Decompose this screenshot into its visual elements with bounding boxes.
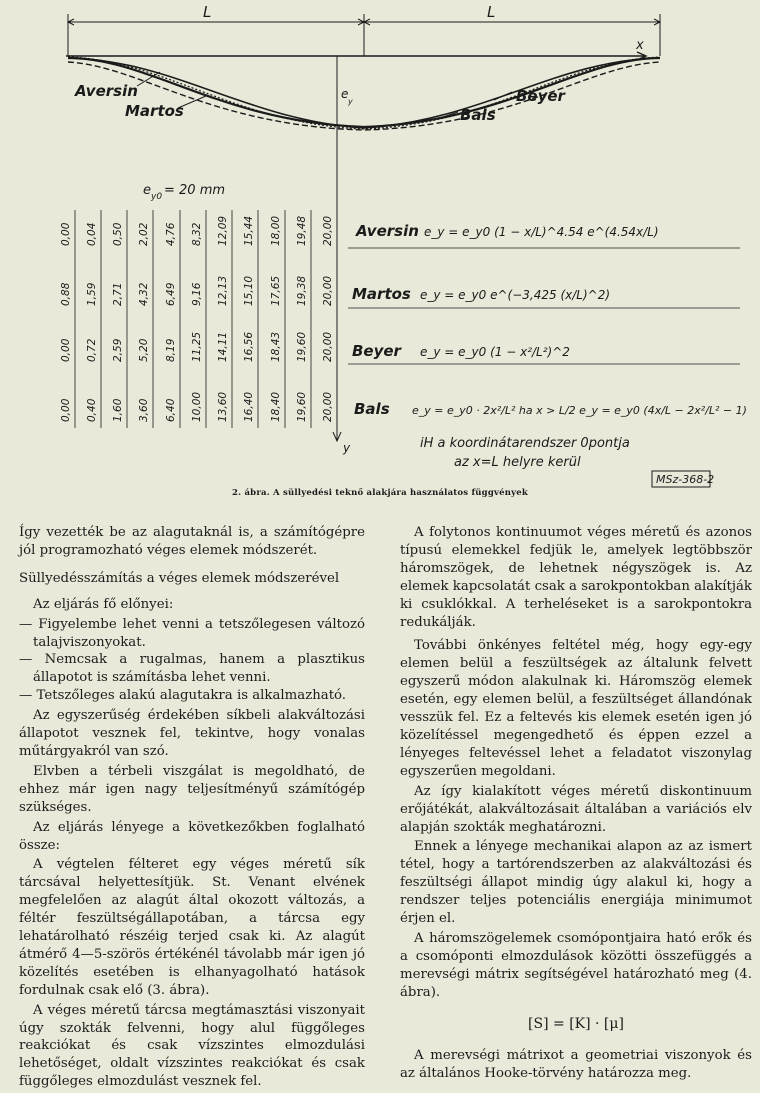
ey-marker [341,87,353,106]
right-paragraph-4: Ennek a lényege mechanikai alapon az az ismert tétel, hogy a tartórendszerben az alakváltozási és feszültségi állapot mindig úgy alakul ki, hogy a rendszer teljes potenciális energiája minimumot érjen el. [400,839,752,927]
formula-beyer: e_y = e_y0 (1 − x²/L²)^2 [420,345,570,359]
list-item: — Tetszőleges alakú alagutakra is alkalmazható. [19,688,347,704]
value-bals-0: 0,00 [60,398,72,422]
value-bals-1: 0,40 [86,398,98,422]
row-name-aversin: Aversin [356,222,419,240]
value-bals-4: 6,40 [165,398,177,422]
value-beyer-8: 18,43 [270,331,282,362]
right-paragraph-1: A folytonos kontinuumot véges méretű és azonos típusú elemekkel fedjük le, amelyek legtöbbször háromszögek, de lehetnek négyszögek is. Az elemek kapcsolatát csak a sarokpontokban alakítják ki csuklókkal. A terheléseket is a sarokpontokra redukálják. [400,525,752,630]
ey0-label [143,183,225,202]
svg-text:Bals: Bals [460,106,496,124]
value-bals-3: 3,60 [138,398,150,422]
formula-bals: e_y = e_y0 · 2x²/L² ha x > L/2 e_y = e_y0 (4x/L − 2x²/L² − 1) [412,404,747,417]
advantages-list [19,616,365,706]
value-beyer-5: 11,25 [191,331,203,362]
value-bals-7: 16,40 [243,391,255,422]
left-paragraph-6: A véges méretű tárcsa megtámasztási viszonyait úgy szokták felvenni, hogy alul függőleges reakciókat és csak vízszintes elmozdulási lehetőséget, oldalt vízszintes reakciókat és csak függőleges elmozdulást vesznek fel. [19,1002,365,1090]
value-martos-10: 20,00 [322,275,334,306]
value-beyer-3: 5,20 [138,338,150,362]
list-item: — Figyelembe lehet venni a tetszőlegesen változó talajviszonyokat. [19,616,365,650]
note-line-2: az x=L helyre kerül [454,455,581,470]
right-paragraph-3: Az így kialakított véges méretű diskontinuum erőjátékát, alakváltozásait általában a variációs elv alapján szokták meghatározni. [400,783,752,835]
value-bals-2: 1,60 [112,398,124,422]
value-bals-5: 10,00 [191,391,203,422]
stiffness-formula: [S] = [K] · [μ] [528,1015,624,1032]
value-bals-8: 18,40 [270,391,282,422]
left-paragraph-1: Így vezették be az alagutaknál is, a számítógépre jól programozható véges elemek módszerét. [19,525,365,558]
curve-label-aversin [74,72,160,100]
svg-text:Beyer: Beyer [516,87,565,105]
value-martos-6: 12,13 [217,275,229,306]
value-beyer-1: 0,72 [86,338,98,362]
value-aversin-2: 0,50 [112,222,124,246]
value-martos-3: 4,32 [138,282,150,306]
value-aversin-8: 18,00 [270,215,282,246]
svg-text:Martos: Martos [125,102,184,120]
value-beyer-9: 19,60 [296,331,308,362]
right-paragraph-5: A háromszögelemek csomópontjaira ható erők és a csomóponti elmozdulások közötti összefüggés a merevségi mátrix segítségével határozható meg (4. ábra). [400,930,752,1000]
svg-text:y0: y0 [151,192,163,202]
value-aversin-7: 15,44 [243,215,255,246]
left-paragraph-5: A végtelen félteret egy véges méretű sík tárcsával helyettesítjük. St. Venant elvének megfelelően az alagút által okozott változás, a féltér feszültségállapotában, a tárcsa egy lehatárolható részéig terjed csak ki. Az alagút átmérő 4—5-szörös értékénél távolabb már igen jó közelítés esetében is elhanyagolható hatások fordulnak csak elő (3. ábra). [19,857,365,998]
value-bals-9: 19,60 [296,391,308,422]
value-beyer-10: 20,00 [322,331,334,362]
svg-text:Aversin: Aversin [75,82,138,100]
value-aversin-10: 20,00 [322,215,334,246]
value-beyer-7: 16,56 [243,331,255,362]
x-axis [66,52,646,60]
value-martos-7: 15,10 [243,275,255,306]
svg-text:MSz-368-2: MSz-368-2 [656,473,715,486]
value-aversin-0: 0,00 [60,222,72,246]
value-martos-1: 1,59 [86,282,98,306]
formula-martos: e_y = e_y0 e^(−3,425 (x/L)^2) [420,288,611,302]
section-heading: Süllyedésszámítás a véges elemek módszerével [19,570,340,586]
value-aversin-3: 2,02 [138,222,150,246]
formula-aversin: e_y = e_y0 (1 − x/L)^4.54 e^(4.54x/L) [424,225,659,239]
value-aversin-6: 12,09 [217,215,229,246]
value-martos-4: 6,49 [165,282,177,306]
dimension-line [68,14,660,56]
value-aversin-1: 0,04 [86,222,98,246]
right-paragraph-2: További önkényes feltétel még, hogy egy-egy elemen belül a feszültségek az általunk felvett egyszerű módon alakulnak ki. Háromszög elemek esetén, egy elemen belül, a feszültséget állandónak vesszük fel. Ez a feltevés kis elemek esetén igen jó közelítéssel megengedhető és éppen ezzel a lényeges feltevéssel lehet a feladatot viszonylag egyszerűen megoldani. [400,638,752,779]
note-line-1: iH a koordinátarendszer 0pontja [420,436,630,451]
value-bals-6: 13,60 [217,391,229,422]
row-name-martos: Martos [352,285,411,303]
value-beyer-2: 2,59 [112,338,124,362]
right-paragraph-6: A merevségi mátrixot a geometriai viszonyok és az általános Hooke-törvény határozza meg. [400,1048,752,1082]
row-name-beyer: Beyer [352,342,401,360]
dimension-label-right: L [487,3,496,21]
y-axis-label: y [343,441,351,455]
left-column [19,524,365,1093]
svg-text:= 20 mm: = 20 mm [164,183,226,198]
value-aversin-9: 19,48 [296,215,308,246]
advantages-intro: Az eljárás fő előnyei: [33,596,174,612]
svg-text:e: e [341,87,349,101]
left-paragraph-4: Az eljárás lényege a következőkben foglalható össze: [19,819,365,853]
value-martos-5: 9,16 [191,282,203,306]
left-paragraph-3: Elvben a térbeli viszgálat is megoldható, de ehhez már igen nagy teljesítményű számítógép szükséges. [19,763,365,815]
standard-stamp [652,471,714,487]
figure-caption: 2. ábra. A süllyedési teknő alakjára használatos függvények [232,488,528,498]
value-beyer-4: 8,19 [165,338,177,362]
value-aversin-4: 4,76 [165,222,177,246]
list-item: — Nemcsak a rugalmas, hanem a plasztikus állapotot is számításba lehet venni. [19,652,365,686]
settlement-trough-figure [0,0,760,505]
svg-text:e: e [143,183,151,198]
value-table [60,210,740,428]
value-martos-8: 17,65 [270,275,282,306]
value-martos-2: 2,71 [112,282,124,306]
value-martos-9: 19,38 [296,275,308,306]
value-aversin-5: 8,32 [191,222,203,246]
svg-text:y: y [348,97,353,106]
value-beyer-0: 0,00 [60,338,72,362]
value-bals-10: 20,00 [322,391,334,422]
value-martos-0: 0,88 [60,282,72,306]
x-axis-label: x [636,38,644,53]
left-paragraph-2: Az egyszerűség érdekében síkbeli alakváltozási állapotot vesznek fel, tekintve, hogy vonalas műtárgyakról van szó. [19,708,365,759]
dimension-label-left: L [203,3,212,21]
right-column [400,524,752,1085]
row-name-bals: Bals [354,400,390,418]
value-beyer-6: 14,11 [217,331,229,362]
